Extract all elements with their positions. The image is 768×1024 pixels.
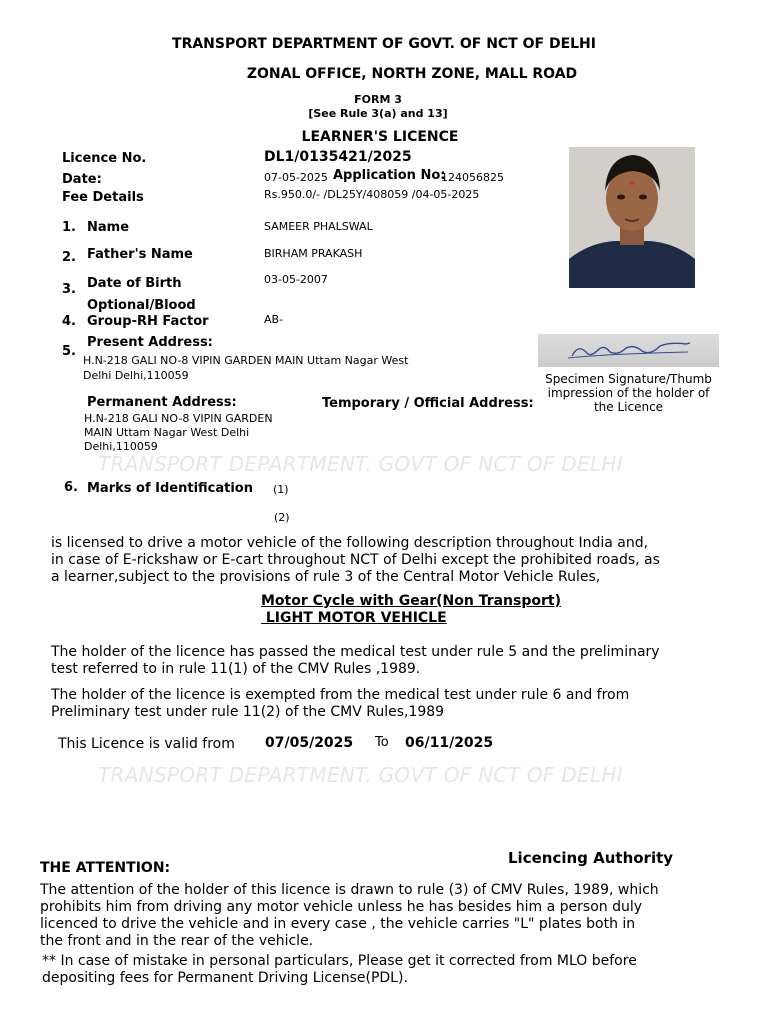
signature-scribble-icon [538, 334, 719, 367]
form-rule: [See Rule 3(a) and 13] [308, 107, 448, 120]
dob-label: Date of Birth [87, 276, 182, 291]
medical-test-exempted-line2: Preliminary test under rule 11(2) of the CMV Rules,1989 [51, 704, 445, 720]
mark-1: (1) [273, 483, 289, 496]
present-address-line2: Delhi Delhi,110059 [83, 369, 189, 382]
permanent-address-line3: Delhi,110059 [84, 440, 158, 453]
correction-note-line2: depositing fees for Permanent Driving License(PDL). [42, 970, 408, 986]
field-number-5: 5. [62, 344, 76, 359]
licence-no-label: Licence No. [62, 151, 147, 166]
permanent-address [84, 412, 273, 454]
medical-test-passed-line1: The holder of the licence has passed the medical test under rule 5 and the preliminary [51, 644, 660, 660]
father-name-label: Father's Name [87, 247, 193, 262]
present-address-label: Present Address: [87, 335, 213, 350]
signature-caption-line1: Specimen Signature/Thumb [545, 372, 712, 386]
licence-terms-line1: is licensed to drive a motor vehicle of the following description throughout India and, [51, 535, 649, 551]
vehicle-class-2: LIGHT MOTOR VEHICLE [261, 610, 447, 626]
fee-label: Fee Details [62, 190, 144, 205]
form-number: FORM 3 [354, 93, 402, 106]
licence-terms-line2: in case of E-rickshaw or E-cart throughout NCT of Delhi except the prohibited roads, as [51, 552, 660, 568]
validity-to-label: To [375, 735, 389, 750]
correction-note [42, 953, 637, 987]
temporary-address-label: Temporary / Official Address: [322, 396, 534, 411]
signature-caption-line3: the Licence [593, 400, 664, 414]
licence-title: LEARNER'S LICENCE [301, 129, 459, 145]
header-department: TRANSPORT DEPARTMENT OF GOVT. OF NCT OF DELHI [172, 36, 596, 52]
medical-test-exempted-line1: The holder of the licence is exempted from the medical test under rule 6 and from [51, 687, 630, 703]
medical-test-passed [51, 644, 660, 678]
blood-group-value: AB- [264, 313, 284, 326]
signature-caption [528, 372, 729, 414]
licencing-authority: Licencing Authority [508, 849, 674, 867]
date-value: 07-05-2025 [264, 171, 328, 184]
name-value: SAMEER PHALSWAL [264, 220, 373, 233]
header-zonal-office: ZONAL OFFICE, NORTH ZONE, MALL ROAD [246, 66, 578, 82]
permanent-address-line2: MAIN Uttam Nagar West Delhi [84, 426, 250, 439]
licence-terms [51, 535, 660, 586]
correction-note-line1: ** In case of mistake in personal particulars, Please get it corrected from MLO before [42, 953, 637, 969]
application-value: 124056825 [441, 171, 504, 184]
field-number-6: 6. [64, 480, 78, 495]
watermark-bottom: TRANSPORT DEPARTMENT. GOVT OF NCT OF DELHI [98, 763, 623, 787]
attention-text-line1: The attention of the holder of this licence is drawn to rule (3) of CMV Rules, 1989, which [40, 882, 659, 898]
field-number-3: 3. [62, 282, 76, 297]
person-photo-icon [569, 147, 695, 288]
date-label: Date: [62, 172, 102, 187]
dob-value: 03-05-2007 [264, 273, 328, 286]
licence-no-value: DL1/0135421/2025 [264, 149, 412, 165]
present-address-line1: H.N-218 GALI NO-8 VIPIN GARDEN MAIN Uttam Nagar West [83, 354, 409, 367]
attention-text-line2: prohibits him from driving any motor vehicle unless he has besides him a person duly [40, 899, 643, 915]
father-name-value: BIRHAM PRAKASH [264, 247, 363, 260]
permanent-address-line1: H.N-218 GALI NO-8 VIPIN GARDEN [84, 412, 273, 425]
validity-label: This Licence is valid from [58, 736, 235, 752]
field-number-2: 2. [62, 250, 76, 265]
vehicle-class-1: Motor Cycle with Gear(Non Transport) [261, 593, 561, 609]
signature-caption-line2: impression of the holder of [547, 386, 710, 400]
attention-title: THE ATTENTION: [40, 860, 171, 876]
licence-terms-line3: a learner,subject to the provisions of rule 3 of the Central Motor Vehicle Rules, [51, 569, 601, 585]
marks-label: Marks of Identification [87, 481, 253, 496]
watermark-top: TRANSPORT DEPARTMENT. GOVT OF NCT OF DELHI [98, 452, 623, 476]
attention-text-line4: the front and in the rear of the vehicle. [40, 933, 314, 949]
medical-test-passed-line2: test referred to in rule 11(1) of the CMV Rules ,1989. [51, 661, 421, 677]
attention-text [40, 882, 659, 950]
mark-2: (2) [274, 511, 290, 524]
blood-group-label-line2: Group-RH Factor [87, 314, 209, 329]
holder-photo [569, 147, 695, 288]
name-label: Name [87, 220, 130, 235]
specimen-signature [538, 334, 719, 367]
attention-text-line3: licenced to drive the vehicle and in every case , the vehicle carries "L" plates both in [40, 916, 636, 932]
application-label: Application No: [333, 168, 446, 183]
valid-from-date: 07/05/2025 [265, 735, 354, 751]
fee-value: Rs.950.0/- /DL25Y/408059 /04-05-2025 [264, 188, 480, 201]
field-number-4: 4. [62, 314, 76, 329]
valid-to-date: 06/11/2025 [405, 735, 494, 751]
blood-group-label-line1: Optional/Blood [87, 298, 196, 313]
medical-test-exempted [51, 687, 629, 721]
field-number-1: 1. [62, 220, 76, 235]
permanent-address-label: Permanent Address: [87, 395, 237, 410]
